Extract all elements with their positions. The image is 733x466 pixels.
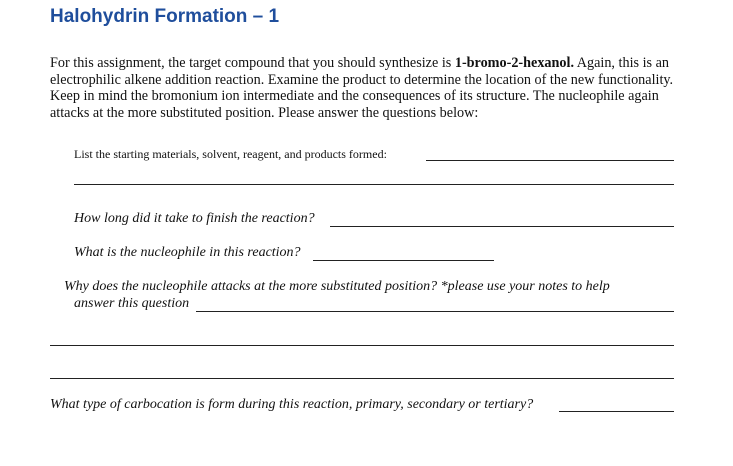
intro-paragraph — [50, 55, 675, 121]
question-carbocation-type: What type of carbocation is form during this reaction, primary, secondary or tertiary? — [50, 397, 534, 412]
answer-line-attack-3[interactable] — [50, 378, 674, 379]
answer-line-attack-1[interactable] — [196, 311, 674, 312]
target-compound: 1-bromo-2-hexanol. — [454, 55, 574, 71]
intro-text-part1: For this assignment, the target compound that you should synthesize is — [50, 55, 455, 71]
question-nucleophile-attack-cont: answer this question — [74, 296, 190, 311]
answer-line-starting-materials-1[interactable] — [426, 160, 674, 161]
question-nucleophile: What is the nucleophile in this reaction? — [74, 245, 301, 260]
question-reaction-time: How long did it take to finish the reaction? — [74, 211, 315, 226]
answer-line-nucleophile[interactable] — [313, 260, 494, 261]
page-title: Halohydrin Formation – 1 — [50, 6, 280, 27]
question-starting-materials: List the starting materials, solvent, reagent, and products formed: — [74, 147, 387, 161]
intro-text-part2: Again, this is an electrophilic alkene addition reaction. Examine the product to determine the location of the new functionality. Keep in mind the bromonium ion intermediate and the consequences of its structure. The nucleophile again attacks at the more substituted position. Please answer the questions below: — [50, 55, 674, 121]
answer-line-attack-2[interactable] — [50, 345, 674, 346]
answer-line-carbocation[interactable] — [559, 411, 674, 412]
answer-line-starting-materials-2[interactable] — [74, 184, 674, 185]
answer-line-reaction-time[interactable] — [330, 226, 674, 227]
question-nucleophile-attack: Why does the nucleophile attacks at the more substituted position? *please use your notes to help — [64, 279, 610, 294]
